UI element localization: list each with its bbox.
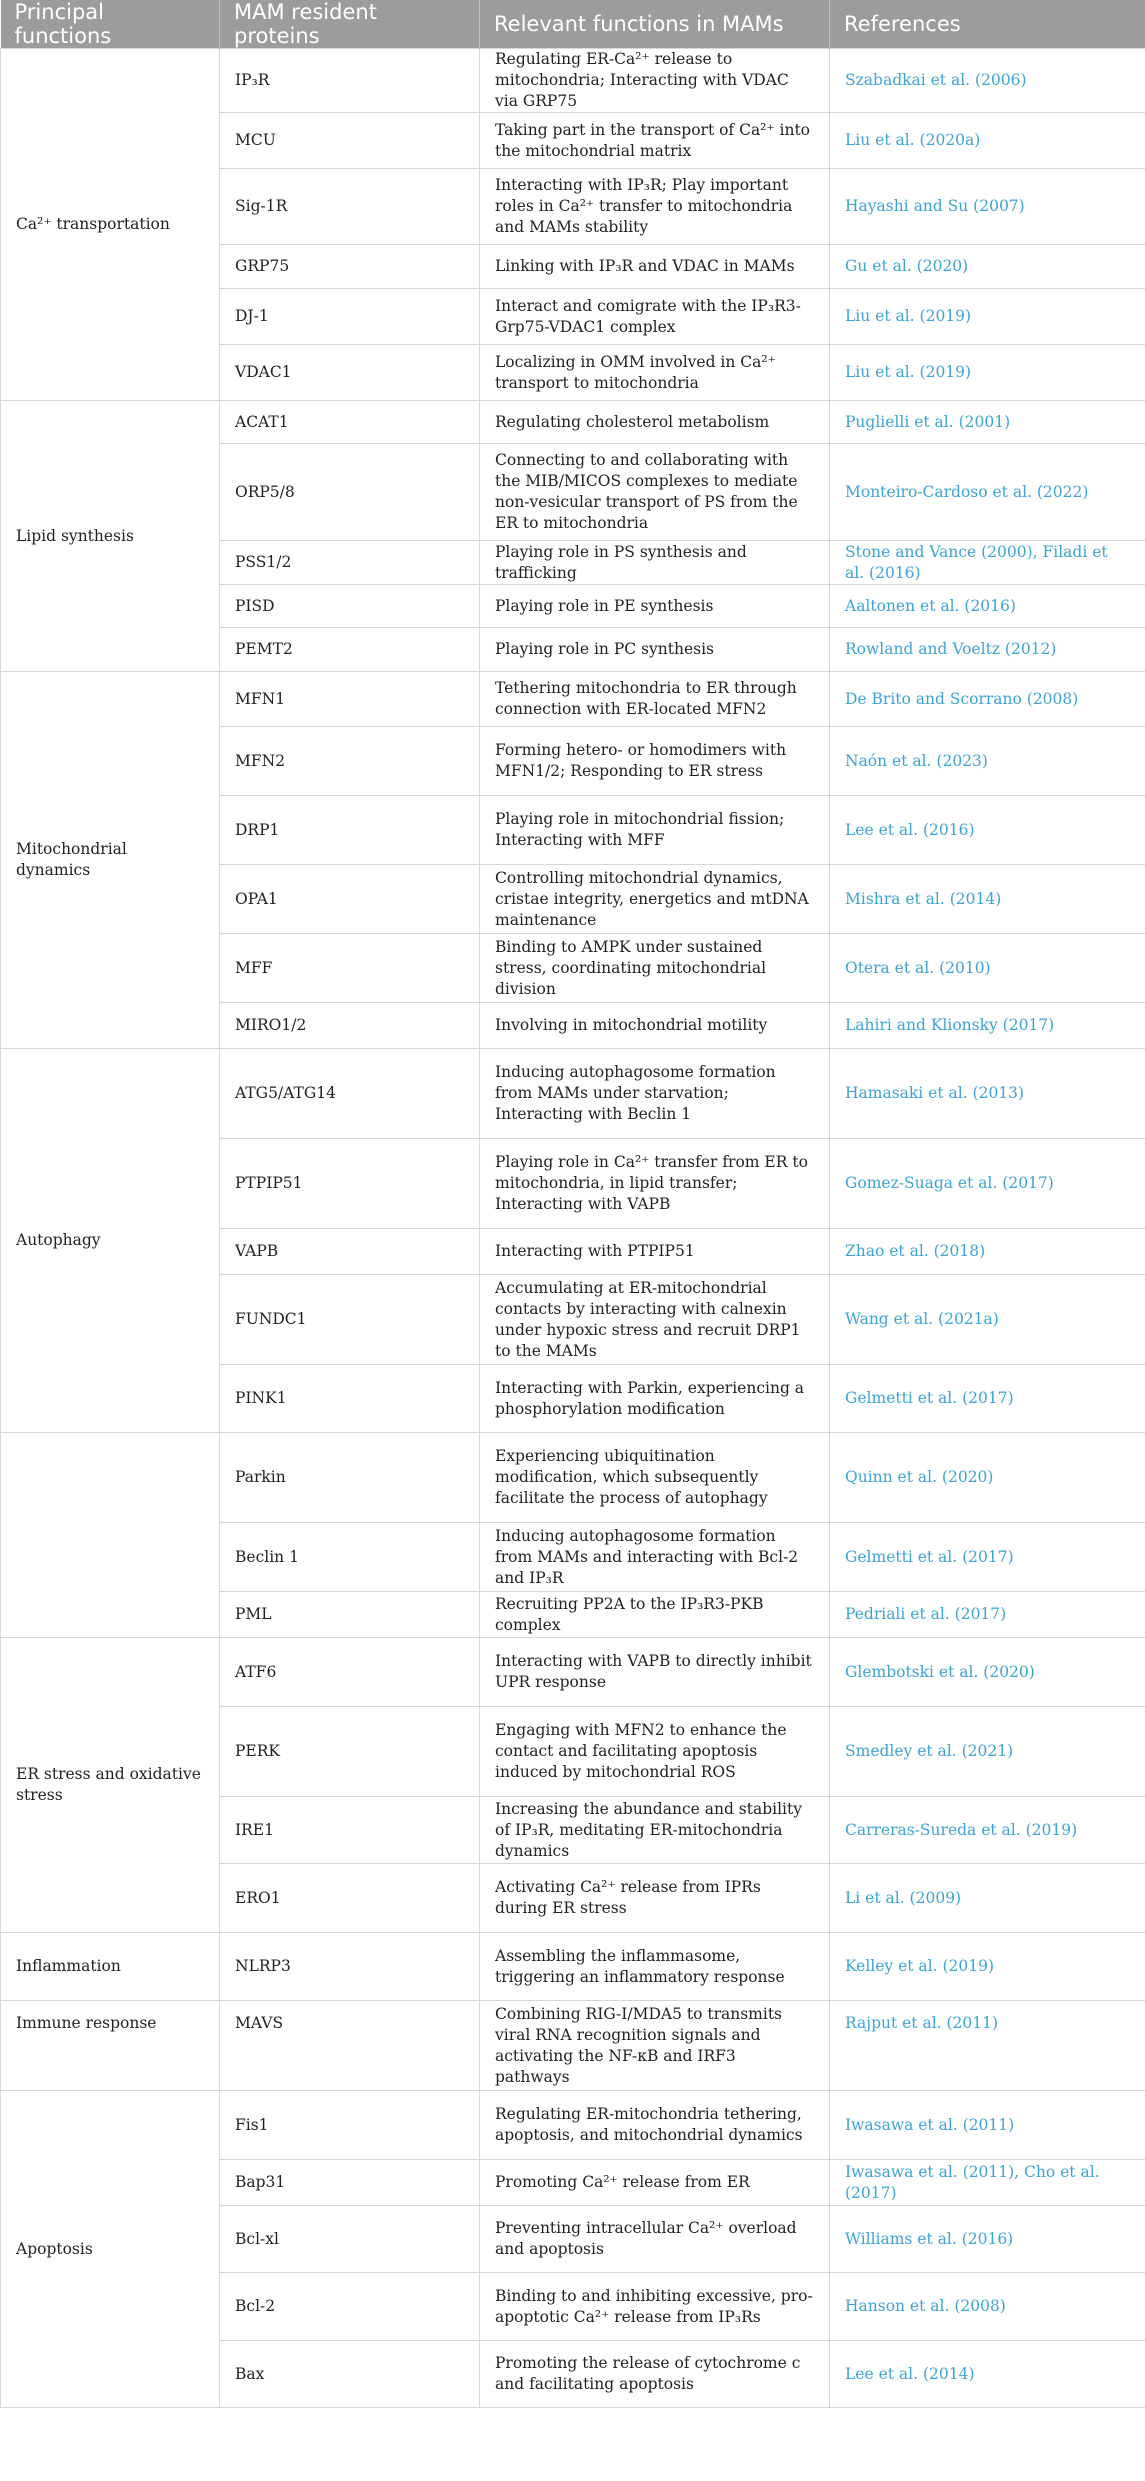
reference-link[interactable]: Aaltonen et al. (2016) — [830, 585, 1145, 628]
reference-link[interactable]: Hanson et al. (2008) — [830, 2273, 1145, 2341]
group-cell: Autophagy — [1, 1049, 220, 1433]
protein-cell: PSS1/2 — [220, 541, 480, 585]
group-cell: ER stress and oxidative stress — [1, 1638, 220, 1933]
table-row — [1, 672, 1145, 727]
protein-cell: MFN2 — [220, 727, 480, 796]
table-row — [1, 49, 1145, 113]
protein-cell: PERK — [220, 1707, 480, 1797]
reference-link[interactable]: Gu et al. (2020) — [830, 245, 1145, 289]
reference-link[interactable]: Hayashi and Su (2007) — [830, 169, 1145, 245]
table-row — [1, 1049, 1145, 1139]
protein-cell: Parkin — [220, 1433, 480, 1523]
group-cell: Inflammation — [1, 1933, 220, 2001]
protein-cell: DJ-1 — [220, 289, 480, 345]
reference-link[interactable]: Wang et al. (2021a) — [830, 1275, 1145, 1365]
header-row — [1, 0, 1145, 49]
protein-cell: ATF6 — [220, 1638, 480, 1707]
reference-link[interactable]: Hamasaki et al. (2013) — [830, 1049, 1145, 1139]
reference-link[interactable]: Smedley et al. (2021) — [830, 1707, 1145, 1797]
protein-cell: Sig-1R — [220, 169, 480, 245]
reference-link[interactable]: Carreras-Sureda et al. (2019) — [830, 1797, 1145, 1864]
reference-link[interactable]: Szabadkai et al. (2006) — [830, 49, 1145, 113]
reference-link[interactable]: Williams et al. (2016) — [830, 2206, 1145, 2273]
function-cell: Inducing autophagosome formation from MAMs under starvation; Interacting with Beclin 1 — [480, 1049, 830, 1139]
function-cell: Interacting with Parkin, experiencing a phosphorylation modification — [480, 1365, 830, 1433]
group-cell: Apoptosis — [1, 2091, 220, 2408]
function-cell: Tethering mitochondria to ER through connection with ER-located MFN2 — [480, 672, 830, 727]
protein-cell: IP₃R — [220, 49, 480, 113]
reference-link[interactable]: Li et al. (2009) — [830, 1864, 1145, 1933]
reference-link[interactable]: Iwasawa et al. (2011) — [830, 2091, 1145, 2160]
reference-link[interactable]: Pedriali et al. (2017) — [830, 1592, 1145, 1638]
protein-cell: PISD — [220, 585, 480, 628]
reference-link[interactable]: Gelmetti et al. (2017) — [830, 1523, 1145, 1592]
function-cell: Playing role in PC synthesis — [480, 628, 830, 672]
function-cell: Regulating ER-mitochondria tethering, apoptosis, and mitochondrial dynamics — [480, 2091, 830, 2160]
reference-link[interactable]: Gelmetti et al. (2017) — [830, 1365, 1145, 1433]
protein-cell: VAPB — [220, 1229, 480, 1275]
reference-link[interactable]: Quinn et al. (2020) — [830, 1433, 1145, 1523]
protein-cell: VDAC1 — [220, 345, 480, 401]
function-cell: Playing role in Ca²⁺ transfer from ER to mitochondria, in lipid transfer; Interacting with VAPB — [480, 1139, 830, 1229]
function-cell: Activating Ca²⁺ release from IPRs during ER stress — [480, 1864, 830, 1933]
protein-cell: ERO1 — [220, 1864, 480, 1933]
protein-cell: PINK1 — [220, 1365, 480, 1433]
function-cell: Promoting Ca²⁺ release from ER — [480, 2160, 830, 2206]
protein-cell: MFN1 — [220, 672, 480, 727]
group-cell: Ca²⁺ transportation — [1, 49, 220, 401]
function-cell: Increasing the abundance and stability of IP₃R, meditating ER-mitochondria dynamics — [480, 1797, 830, 1864]
reference-link[interactable]: Puglielli et al. (2001) — [830, 401, 1145, 444]
function-cell: Regulating cholesterol metabolism — [480, 401, 830, 444]
reference-link[interactable]: Lahiri and Klionsky (2017) — [830, 1003, 1145, 1049]
reference-link[interactable]: Monteiro-Cardoso et al. (2022) — [830, 444, 1145, 541]
reference-link[interactable]: Zhao et al. (2018) — [830, 1229, 1145, 1275]
protein-cell: MIRO1/2 — [220, 1003, 480, 1049]
function-cell: Linking with IP₃R and VDAC in MAMs — [480, 245, 830, 289]
reference-link[interactable]: Liu et al. (2019) — [830, 289, 1145, 345]
protein-cell: Bap31 — [220, 2160, 480, 2206]
function-cell: Interacting with VAPB to directly inhibit UPR response — [480, 1638, 830, 1707]
function-cell: Involving in mitochondrial motility — [480, 1003, 830, 1049]
reference-link[interactable]: Lee et al. (2014) — [830, 2341, 1145, 2408]
protein-cell: ACAT1 — [220, 401, 480, 444]
protein-cell: PEMT2 — [220, 628, 480, 672]
protein-cell: OPA1 — [220, 865, 480, 934]
function-cell: Accumulating at ER-mitochondrial contacts by interacting with calnexin under hypoxic stress and recruit DRP1 to the MAMs — [480, 1275, 830, 1365]
reference-link[interactable]: Otera et al. (2010) — [830, 934, 1145, 1003]
table-row — [1, 1933, 1145, 2001]
protein-cell: Fis1 — [220, 2091, 480, 2160]
table-row — [1, 2091, 1145, 2160]
protein-cell: GRP75 — [220, 245, 480, 289]
protein-cell: Beclin 1 — [220, 1523, 480, 1592]
reference-link[interactable]: Liu et al. (2020a) — [830, 113, 1145, 169]
function-cell: Engaging with MFN2 to enhance the contact and facilitating apoptosis induced by mitochondrial ROS — [480, 1707, 830, 1797]
protein-cell: DRP1 — [220, 796, 480, 865]
protein-cell: Bax — [220, 2341, 480, 2408]
protein-cell: NLRP3 — [220, 1933, 480, 2001]
reference-link[interactable]: Gomez-Suaga et al. (2017) — [830, 1139, 1145, 1229]
function-cell: Playing role in mitochondrial fission; Interacting with MFF — [480, 796, 830, 865]
protein-cell: PTPIP51 — [220, 1139, 480, 1229]
reference-link[interactable]: Iwasawa et al. (2011), Cho et al. (2017) — [830, 2160, 1145, 2206]
protein-cell: Bcl-xl — [220, 2206, 480, 2273]
reference-link[interactable]: Liu et al. (2019) — [830, 345, 1145, 401]
function-cell: Preventing intracellular Ca²⁺ overload and apoptosis — [480, 2206, 830, 2273]
table-row — [1, 2001, 1145, 2091]
function-cell: Experiencing ubiquitination modification, which subsequently facilitate the process of autophagy — [480, 1433, 830, 1523]
reference-link[interactable]: Stone and Vance (2000), Filadi et al. (2016) — [830, 541, 1145, 585]
reference-link[interactable]: Naón et al. (2023) — [830, 727, 1145, 796]
protein-cell: ATG5/ATG14 — [220, 1049, 480, 1139]
group-cell: Lipid synthesis — [1, 401, 220, 672]
protein-cell: PML — [220, 1592, 480, 1638]
header-mam-resident-proteins: MAM resident proteins — [220, 0, 480, 49]
function-cell: Assembling the inflammasome, triggering an inflammatory response — [480, 1933, 830, 2001]
group-cell: Immune response — [1, 2001, 220, 2091]
header-references: References — [830, 0, 1145, 49]
reference-link[interactable]: Rajput et al. (2011) — [830, 2001, 1145, 2091]
function-cell: Interact and comigrate with the IP₃R3-Grp75-VDAC1 complex — [480, 289, 830, 345]
function-cell: Regulating ER-Ca²⁺ release to mitochondria; Interacting with VDAC via GRP75 — [480, 49, 830, 113]
function-cell: Recruiting PP2A to the IP₃R3-PKB complex — [480, 1592, 830, 1638]
function-cell: Binding to AMPK under sustained stress, coordinating mitochondrial division — [480, 934, 830, 1003]
function-cell: Interacting with PTPIP51 — [480, 1229, 830, 1275]
function-cell: Inducing autophagosome formation from MAMs and interacting with Bcl-2 and IP₃R — [480, 1523, 830, 1592]
reference-link[interactable]: Kelley et al. (2019) — [830, 1933, 1145, 2001]
protein-cell: MAVS — [220, 2001, 480, 2091]
reference-link[interactable]: De Brito and Scorrano (2008) — [830, 672, 1145, 727]
function-cell: Connecting to and collaborating with the MIB/MICOS complexes to mediate non-vesicular transport of PS from the ER to mitochondria — [480, 444, 830, 541]
protein-cell: MFF — [220, 934, 480, 1003]
protein-cell: ORP5/8 — [220, 444, 480, 541]
function-cell: Taking part in the transport of Ca²⁺ into the mitochondrial matrix — [480, 113, 830, 169]
reference-link[interactable]: Lee et al. (2016) — [830, 796, 1145, 865]
group-cell — [1, 1433, 220, 1638]
function-cell: Forming hetero- or homodimers with MFN1/2; Responding to ER stress — [480, 727, 830, 796]
protein-cell: MCU — [220, 113, 480, 169]
reference-link[interactable]: Mishra et al. (2014) — [830, 865, 1145, 934]
function-cell: Playing role in PS synthesis and trafficking — [480, 541, 830, 585]
function-cell: Binding to and inhibiting excessive, pro-apoptotic Ca²⁺ release from IP₃Rs — [480, 2273, 830, 2341]
reference-link[interactable]: Glembotski et al. (2020) — [830, 1638, 1145, 1707]
protein-cell: FUNDC1 — [220, 1275, 480, 1365]
protein-cell: IRE1 — [220, 1797, 480, 1864]
function-cell: Localizing in OMM involved in Ca²⁺ transport to mitochondria — [480, 345, 830, 401]
header-principal-functions: Principal functions — [1, 0, 220, 49]
function-cell: Promoting the release of cytochrome c and facilitating apoptosis — [480, 2341, 830, 2408]
function-cell: Interacting with IP₃R; Play important roles in Ca²⁺ transfer to mitochondria and MAMs stability — [480, 169, 830, 245]
table-row — [1, 1638, 1145, 1707]
header-relevant-functions: Relevant functions in MAMs — [480, 0, 830, 49]
function-cell: Combining RIG-I/MDA5 to transmits viral RNA recognition signals and activating the NF-κB and IRF3 pathways — [480, 2001, 830, 2091]
function-cell: Playing role in PE synthesis — [480, 585, 830, 628]
reference-link[interactable]: Rowland and Voeltz (2012) — [830, 628, 1145, 672]
table-row — [1, 1433, 1145, 1523]
table-row — [1, 401, 1145, 444]
function-cell: Controlling mitochondrial dynamics, cristae integrity, energetics and mtDNA maintenance — [480, 865, 830, 934]
protein-cell: Bcl-2 — [220, 2273, 480, 2341]
group-cell: Mitochondrial dynamics — [1, 672, 220, 1049]
